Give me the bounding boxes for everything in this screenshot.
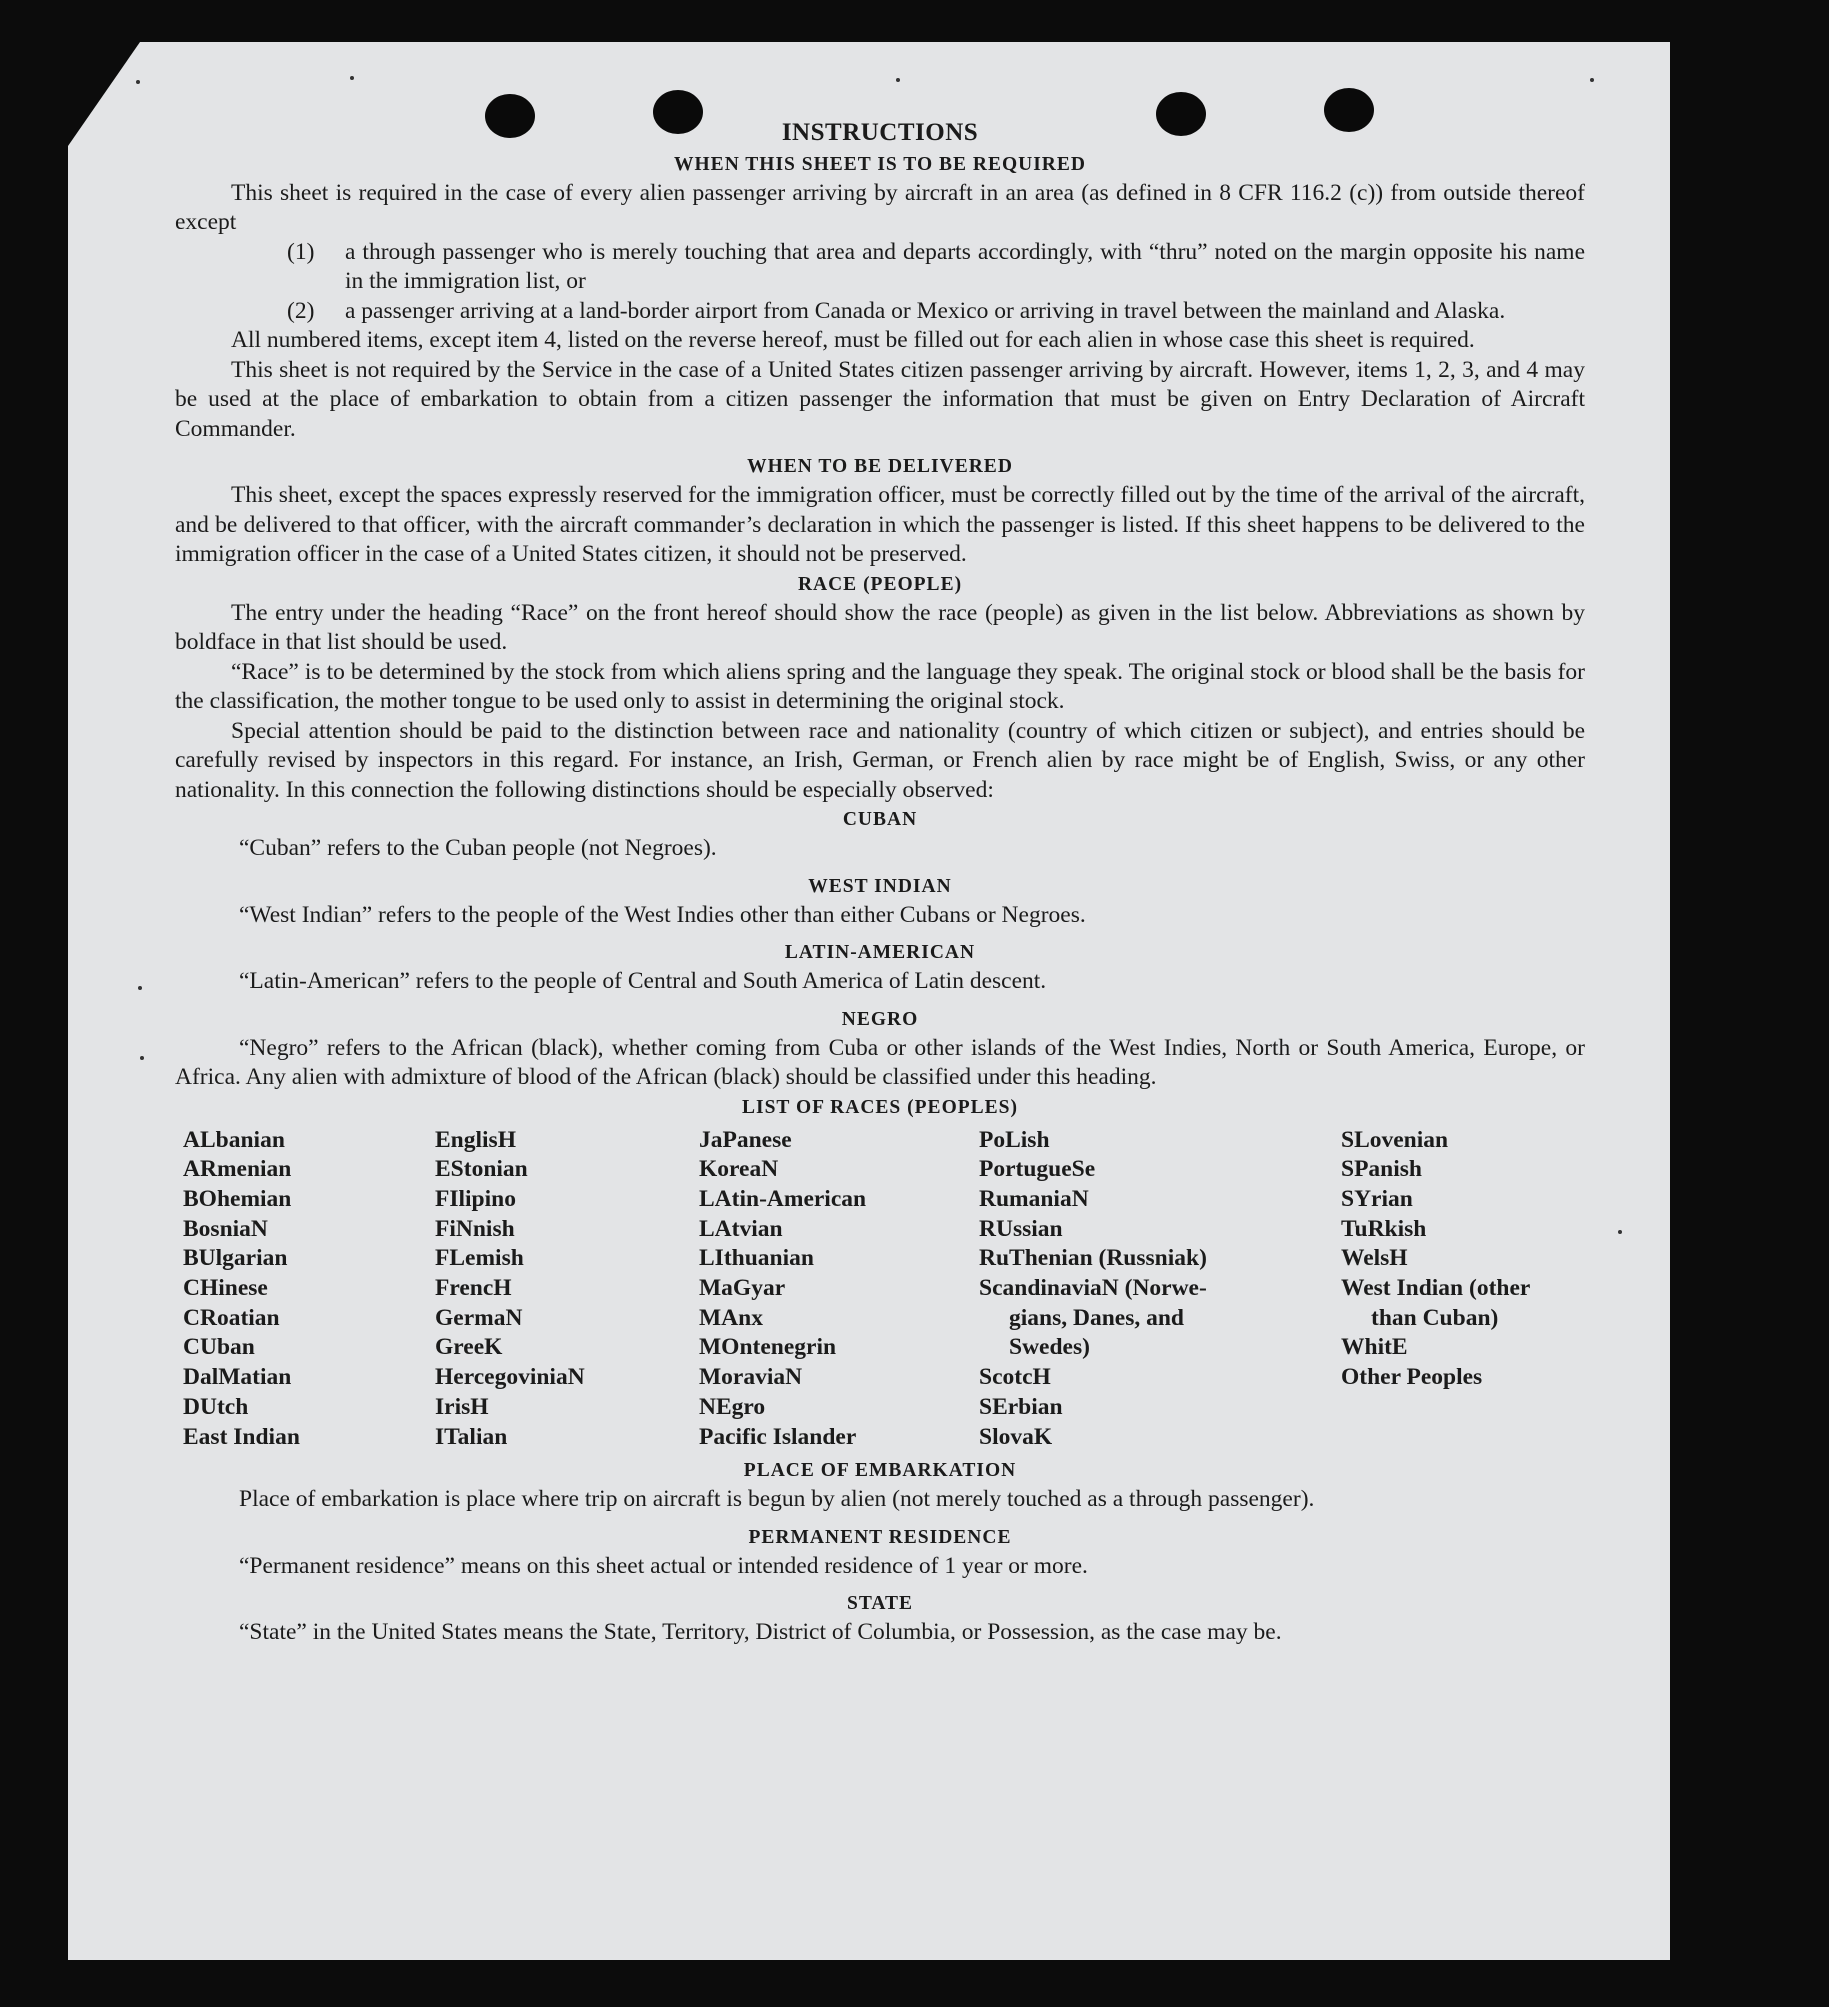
- race-item: MaGyar: [699, 1275, 786, 1302]
- race-item: SErbian: [979, 1393, 1063, 1420]
- heading-latin-american: LATIN-AMERICAN: [784, 942, 976, 963]
- paragraph: This sheet is required in the case of every alien passenger arriving by aircraft in an area (as defined in 8 CFR 116.2 (c)) from outside thereof except: [175, 179, 1585, 235]
- race-item: KoreaN: [699, 1156, 779, 1183]
- race-item: ScandinaviaN (Norwe-: [979, 1275, 1207, 1302]
- race-item-continued: gians, Danes, and: [1009, 1304, 1184, 1331]
- heading-when-required: WHEN THIS SHEET IS TO BE REQUIRED: [674, 153, 1086, 175]
- race-item: SLovenian: [1341, 1126, 1449, 1153]
- paragraph: The entry under the heading “Race” on the front hereof should show the race (people) as given in the list below. Abbreviations as shown by boldface in that list should be used.: [175, 599, 1585, 655]
- heading-embarkation: PLACE OF EMBARKATION: [743, 1460, 1017, 1482]
- paragraph: “State” in the United States means the State, Territory, District of Columbia, or Possession, as the case may be.: [239, 1619, 1282, 1646]
- speck: [1590, 78, 1594, 82]
- race-item: CHinese: [183, 1275, 268, 1302]
- race-item: GermaN: [435, 1304, 523, 1331]
- race-item: CRoatian: [183, 1304, 280, 1331]
- paragraph: All numbered items, except item 4, listed on the reverse hereof, must be filled out for each alien in whose case this sheet is required.: [231, 327, 1475, 353]
- races-list: [183, 1126, 1585, 1453]
- race-item: PortugueSe: [979, 1156, 1096, 1183]
- heading-state: STATE: [846, 1593, 914, 1615]
- speck: [350, 76, 354, 80]
- races-column-3: [699, 1126, 979, 1453]
- speck: [1618, 1230, 1622, 1234]
- paragraph: “Latin-American” refers to the people of Central and South America of Latin descent.: [239, 968, 1047, 994]
- heading-cuban: CUBAN: [842, 809, 918, 830]
- race-item: RUssian: [979, 1215, 1063, 1242]
- race-item: GreeK: [435, 1334, 503, 1361]
- speck: [136, 80, 140, 84]
- race-item-continued: Swedes): [1009, 1334, 1090, 1361]
- races-column-1: [183, 1126, 435, 1453]
- races-column-5: [1341, 1126, 1591, 1453]
- speck: [896, 78, 900, 82]
- instructions-content: [175, 118, 1585, 1648]
- race-item: HercegoviniaN: [435, 1364, 585, 1391]
- race-item: FIlipino: [435, 1185, 516, 1212]
- paragraph: Place of embarkation is place where trip on aircraft is begun by alien (not merely touched as a through passenger).: [239, 1486, 1315, 1513]
- item-number: (1): [287, 238, 315, 265]
- race-item: SYrian: [1341, 1185, 1413, 1212]
- race-item: PoLish: [979, 1126, 1050, 1153]
- races-column-2: [435, 1126, 699, 1453]
- race-item: WelsH: [1341, 1245, 1408, 1272]
- race-item: RuThenian (Russniak): [979, 1245, 1207, 1272]
- race-item: IrisH: [435, 1393, 489, 1420]
- race-item: BUlgarian: [183, 1245, 288, 1272]
- race-item: East Indian: [183, 1423, 300, 1450]
- race-item-continued: than Cuban): [1371, 1304, 1499, 1331]
- paragraph: “Cuban” refers to the Cuban people (not Negroes).: [239, 835, 717, 861]
- race-item: ScotcH: [979, 1364, 1051, 1391]
- race-item: BosniaN: [183, 1215, 268, 1242]
- race-item: Other Peoples: [1341, 1364, 1483, 1391]
- race-item: RumaniaN: [979, 1185, 1089, 1212]
- races-column-4: [979, 1126, 1341, 1453]
- race-item: SlovaK: [979, 1423, 1053, 1450]
- paragraph: “Permanent residence” means on this sheet actual or intended residence of 1 year or more.: [239, 1552, 1088, 1579]
- race-item: MAnx: [699, 1304, 763, 1331]
- race-item: DUtch: [183, 1393, 249, 1420]
- race-item: SPanish: [1341, 1156, 1422, 1183]
- paragraph: Special attention should be paid to the distinction between race and nationality (country of which citizen or subject), and entries should be carefully revised by inspectors in this regard. For instance, an Irish, German, or French alien by race might be of English, Swiss, or any other nationality. In this connection the following distinctions should be especially observed:: [175, 717, 1585, 803]
- list-item: [175, 238, 1585, 297]
- item-number: (2): [287, 297, 315, 324]
- item-text: a passenger arriving at a land-border airport from Canada or Mexico or arriving in travel between the mainland and Alaska.: [345, 297, 1506, 324]
- heading-race: RACE (PEOPLE): [797, 573, 963, 595]
- race-item: FiNnish: [435, 1215, 515, 1242]
- paragraph: This sheet, except the spaces expressly reserved for the immigration officer, must be correctly filled out by the time of the arrival of the aircraft, and be delivered to that officer, with the aircraft commander’s declaration in which the passenger is listed. If this sheet happens to be delivered to the immigration officer in the case of a United States citizen, it should not be preserved.: [175, 482, 1585, 567]
- heading-when-delivered: WHEN TO BE DELIVERED: [747, 456, 1013, 477]
- race-item: MOntenegrin: [699, 1334, 837, 1361]
- heading-negro: NEGRO: [841, 1008, 919, 1030]
- race-item: CUban: [183, 1334, 255, 1361]
- speck: [138, 986, 142, 990]
- paragraph: “West Indian” refers to the people of the West Indies other than either Cubans or Negroes.: [239, 901, 1086, 928]
- heading-residence: PERMANENT RESIDENCE: [748, 1526, 1012, 1548]
- speck: [140, 1056, 144, 1060]
- list-item: [175, 297, 1585, 327]
- race-item: DalMatian: [183, 1364, 292, 1391]
- page-title: INSTRUCTIONS: [781, 119, 979, 146]
- item-text: a through passenger who is merely touching that area and departs accordingly, with “thru” noted on the margin opposite his name in the immigration list, or: [345, 238, 1585, 294]
- race-item: LAtin-American: [699, 1185, 867, 1212]
- race-item: ALbanian: [183, 1126, 285, 1153]
- race-item: ITalian: [435, 1423, 508, 1450]
- paragraph: This sheet is not required by the Service in the case of a United States citizen passenger arriving by aircraft. However, items 1, 2, 3, and 4 may be used at the place of embarkation to obtain from a citizen passenger the information that must be given on Entry Declaration of Aircraft Commander.: [175, 356, 1585, 442]
- paragraph: “Race” is to be determined by the stock from which aliens spring and the language they speak. The original stock or blood shall be the basis for the classification, the mother tongue to be used only to assist in determining the original stock.: [175, 658, 1585, 714]
- race-item: EnglisH: [435, 1126, 516, 1153]
- race-item: MoraviaN: [699, 1364, 803, 1391]
- heading-list-of-races: LIST OF RACES (PEOPLES): [741, 1096, 1018, 1118]
- race-item: LIthuanian: [699, 1245, 814, 1272]
- race-item: LAtvian: [699, 1215, 783, 1242]
- race-item: Pacific Islander: [699, 1423, 857, 1450]
- paragraph: “Negro” refers to the African (black), whether coming from Cuba or other islands of the West Indies, North or South America, Europe, or Africa. Any alien with admixture of blood of the African (black) should be classified under this heading.: [175, 1034, 1585, 1090]
- race-item: BOhemian: [183, 1185, 292, 1212]
- race-item: WhitE: [1341, 1334, 1408, 1361]
- race-item: West Indian (other: [1341, 1275, 1531, 1302]
- race-item: FLemish: [435, 1245, 524, 1272]
- race-item: TuRkish: [1341, 1215, 1427, 1242]
- race-item: EStonian: [435, 1156, 528, 1183]
- heading-west-indian: WEST INDIAN: [808, 875, 952, 897]
- race-item: ARmenian: [183, 1156, 292, 1183]
- race-item: JaPanese: [699, 1126, 792, 1153]
- race-item: NEgro: [699, 1393, 766, 1420]
- race-item: FrencH: [435, 1275, 512, 1302]
